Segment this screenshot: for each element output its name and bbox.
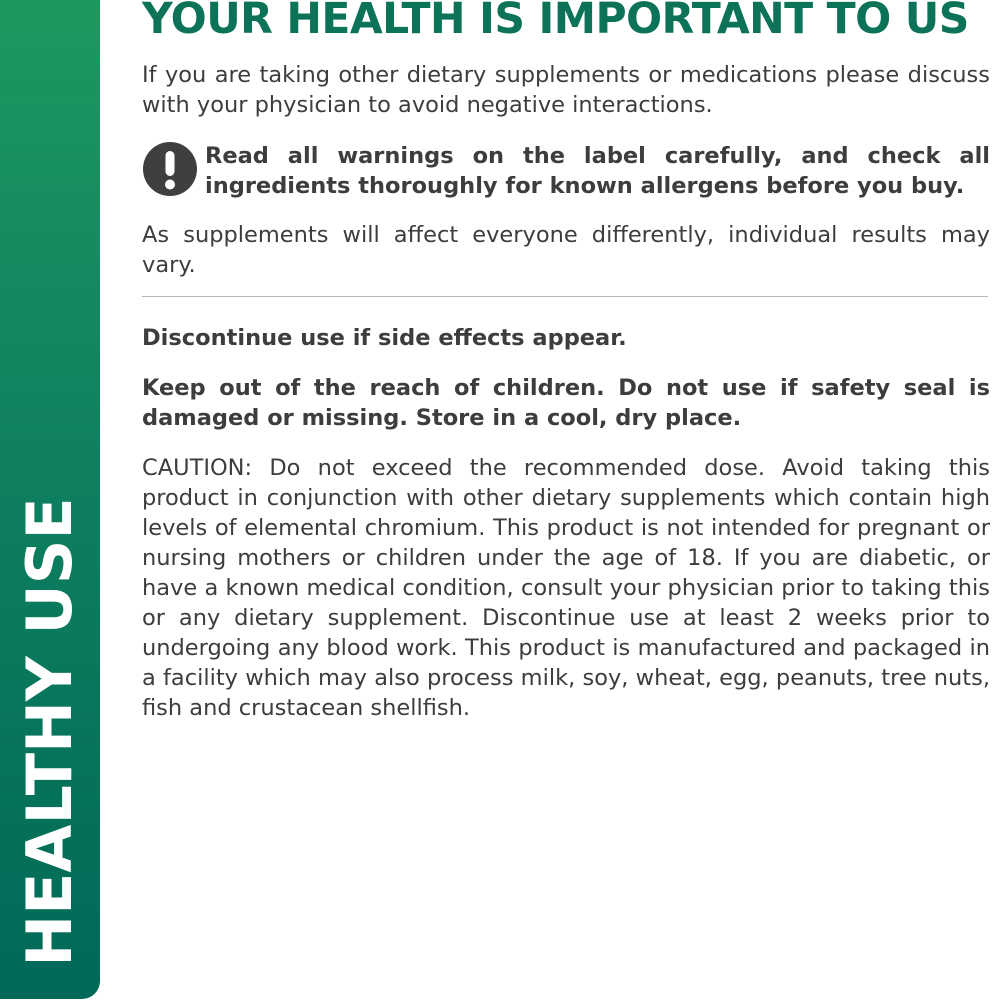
warning-text: Read all warnings on the label carefully, and check all ingredients thoroughly for known allergens before you buy. [205,143,990,199]
side-band [0,0,100,999]
main-content [142,0,990,723]
results-note: As supplements will affect everyone differently, individual results may vary. [142,222,990,278]
storage-notice: Keep out of the reach of children. Do not use if safety seal is damaged or missing. Store in a cool, dry place. [142,375,990,431]
warning-callout [142,141,990,201]
side-band-label: HEALTHY USE [13,497,86,967]
caution-paragraph: CAUTION: Do not exceed the recommended dose. Avoid taking this product in conjunction with other dietary supplements which contain high levels of elemental chromium. This product is not intended for pregnant or nursing mothers or children under the age of 18. If you are diabetic, or have a known medical condition, consult your physician prior to taking this or any dietary supplement. Discontinue use at least 2 weeks prior to undergoing any blood work. This product is manufactured and packaged in a facility which may also process milk, soy, wheat, egg, peanuts, tree nuts, fish and crustacean shellfish. [142,455,990,721]
page-title: YOUR HEALTH IS IMPORTANT TO US [142,0,969,44]
exclamation-icon [142,141,198,197]
discontinue-notice: Discontinue use if side effects appear. [142,325,627,351]
section-divider [142,296,988,297]
intro-paragraph: If you are taking other dietary supplements or medications please discuss with your physician to avoid negative interactions. [142,62,990,118]
